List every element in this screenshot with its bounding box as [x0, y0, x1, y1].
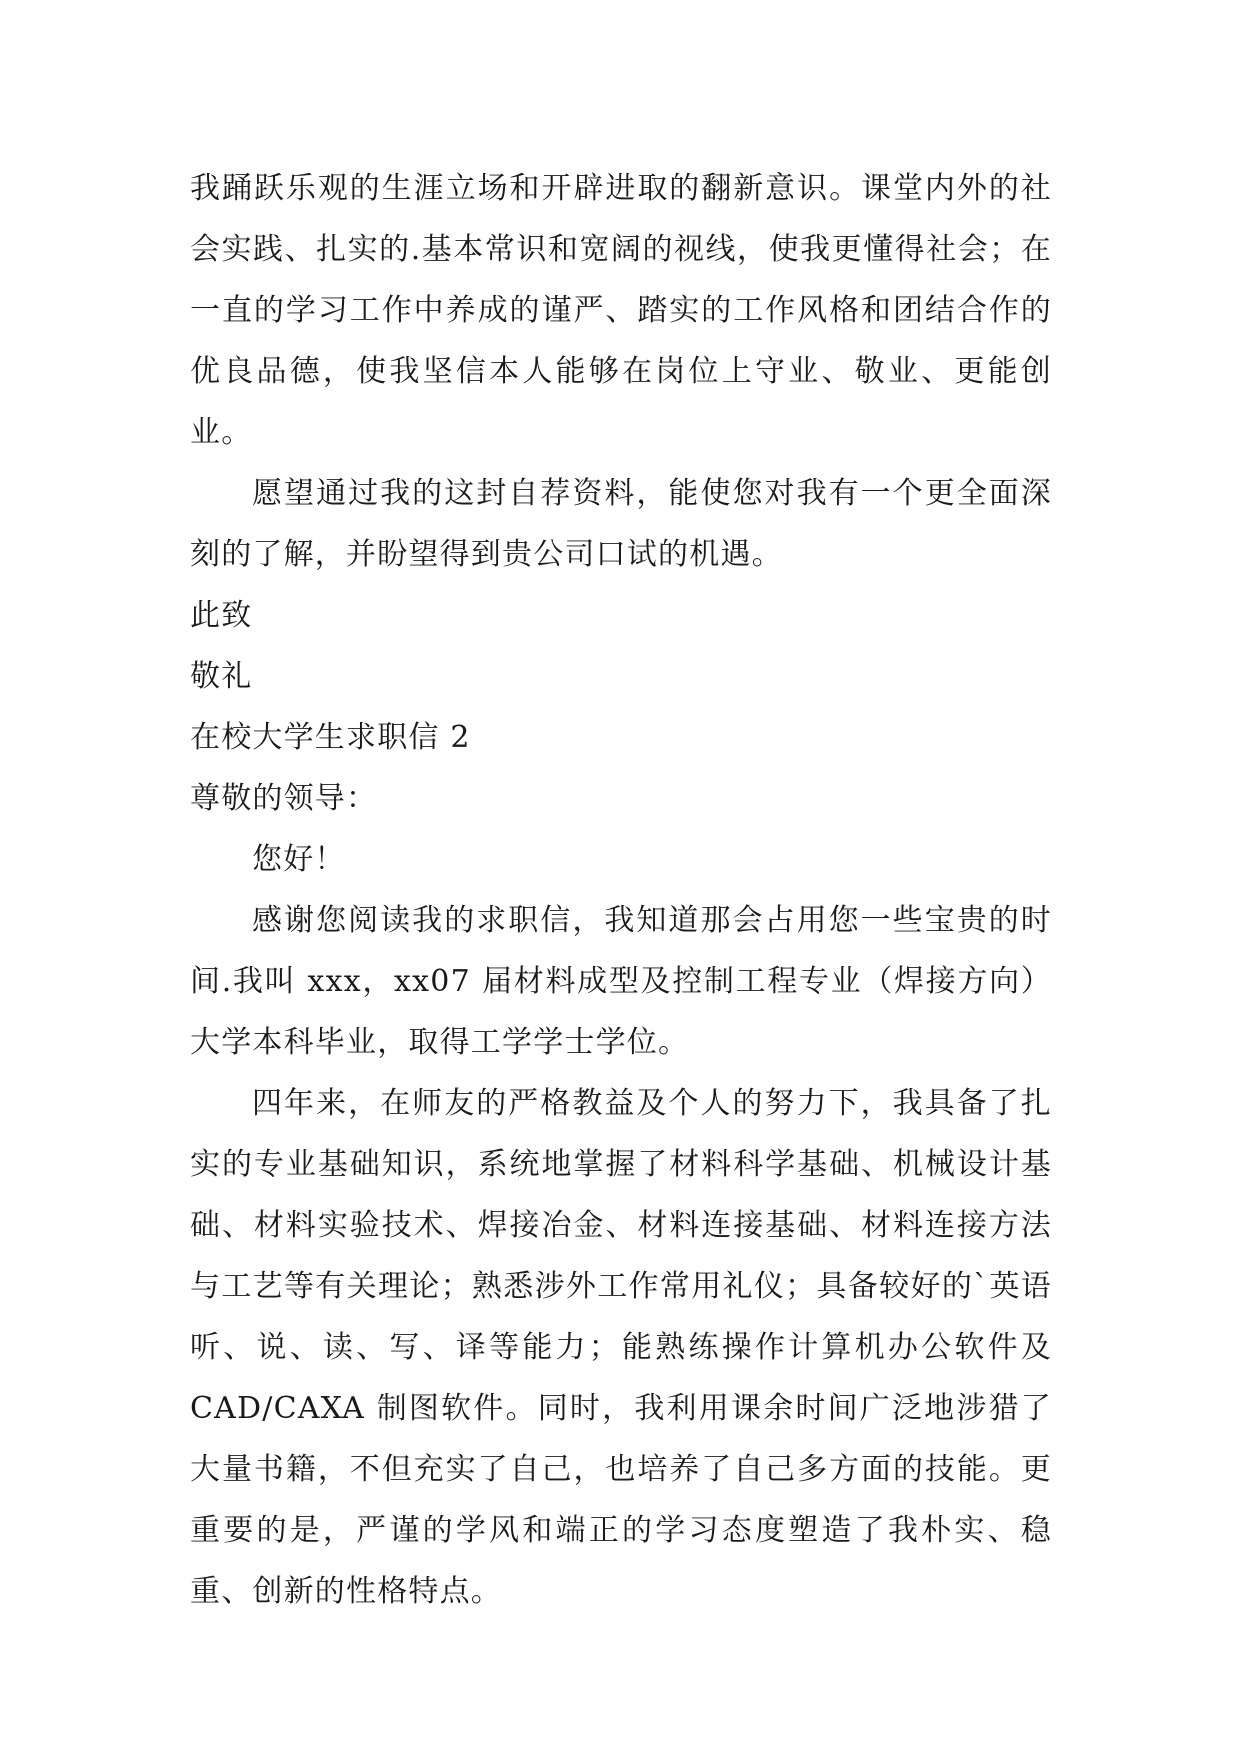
section-title: 在校大学生求职信 2: [190, 720, 471, 755]
paragraph-skills: 四年来，在师友的严格教益及个人的努力下，我具备了扎实的专业基础知识，系统地掌握了材料科学基础、机械设计基础、材料实验技术、焊接冶金、材料连接基础、材料连接方法与工艺等有关理论；熟悉涉外工作常用礼仪；具备较好的`英语听、说、读、写、译等能力；能熟练操作计算机办公软件及 CAD/CAXA 制图软件。同时，我利用课余时间广泛地涉猎了大量书籍，不但充实了自己，也培养了自己多方面的技能。更重要的是，严谨的学风和端正的学习态度塑造了我朴实、稳重、创新的性格特点。: [190, 1086, 1052, 1609]
paragraph-personal-qualities: 我踊跃乐观的生涯立场和开辟进取的翻新意识。课堂内外的社会实践、扎实的.基本常识和宽阔的视线，使我更懂得社会；在一直的学习工作中养成的谨严、踏实的工作风格和团结合作的优良品德，使我坚信本人能够在岗位上守业、敬业、更能创业。: [190, 171, 1052, 450]
paragraph-introduction: 感谢您阅读我的求职信，我知道那会占用您一些宝贵的时间.我叫 xxx，xx07 届材料成型及控制工程专业（焊接方向）大学本科毕业，取得工学学士学位。: [190, 903, 1052, 1060]
paragraph-hope: 愿望通过我的这封自荐资料，能使您对我有一个更全面深刻的了解，并盼望得到贵公司口试的机遇。: [190, 476, 1052, 572]
greeting-hello: 您好！: [252, 842, 346, 877]
closing-regards: 敬礼: [190, 659, 253, 694]
closing-salutation: 此致: [190, 598, 253, 633]
document-body: [190, 158, 1052, 1622]
greeting-recipient: 尊敬的领导：: [190, 781, 378, 816]
